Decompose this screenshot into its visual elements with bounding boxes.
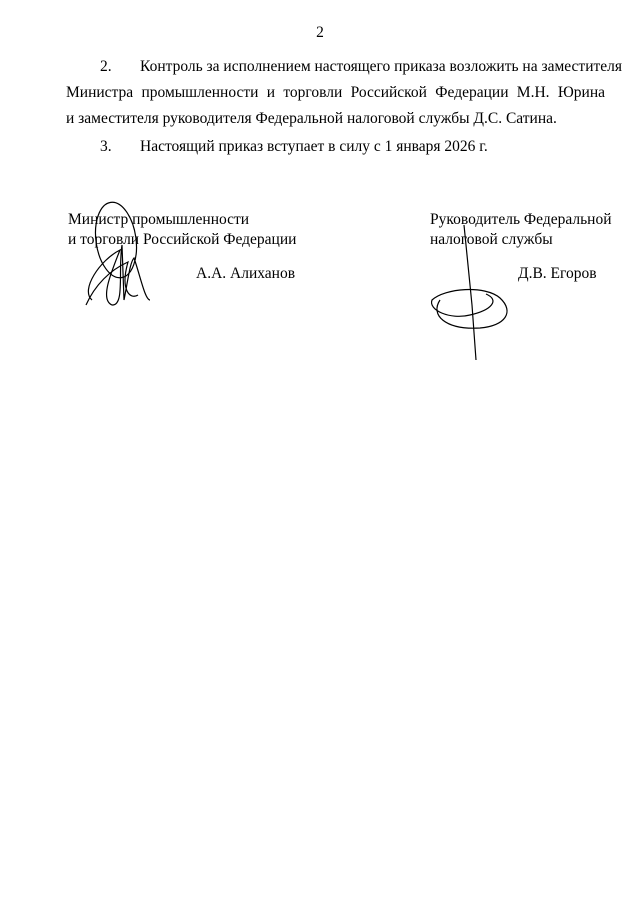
signatory-right-name: Д.В. Егоров bbox=[518, 265, 597, 282]
title-line: налоговой службы bbox=[430, 231, 553, 248]
title-line: Руководитель Федеральной bbox=[430, 211, 612, 228]
paragraph-number: 3. bbox=[100, 138, 112, 155]
signature-left bbox=[86, 200, 150, 305]
paragraph-text: Контроль за исполнением настоящего приказа возложить на заместителя bbox=[140, 58, 623, 75]
title-line: и торговли Российской Федерации bbox=[68, 231, 297, 248]
signature-right bbox=[432, 225, 508, 360]
title-line: Министр промышленности bbox=[68, 211, 250, 228]
paragraph-text: Настоящий приказ вступает в силу с 1 января 2026 г. bbox=[140, 138, 488, 155]
signatory-left-name: А.А. Алиханов bbox=[196, 265, 296, 282]
paragraph-2-line-2: Министра промышленности и торговли Российской Федерации М.Н. Юрина bbox=[66, 84, 605, 101]
paragraph-2-line-3: и заместителя руководителя Федеральной налоговой службы Д.С. Сатина. bbox=[66, 110, 557, 127]
page-number: 2 bbox=[316, 24, 324, 41]
paragraph-number: 2. bbox=[100, 58, 112, 75]
